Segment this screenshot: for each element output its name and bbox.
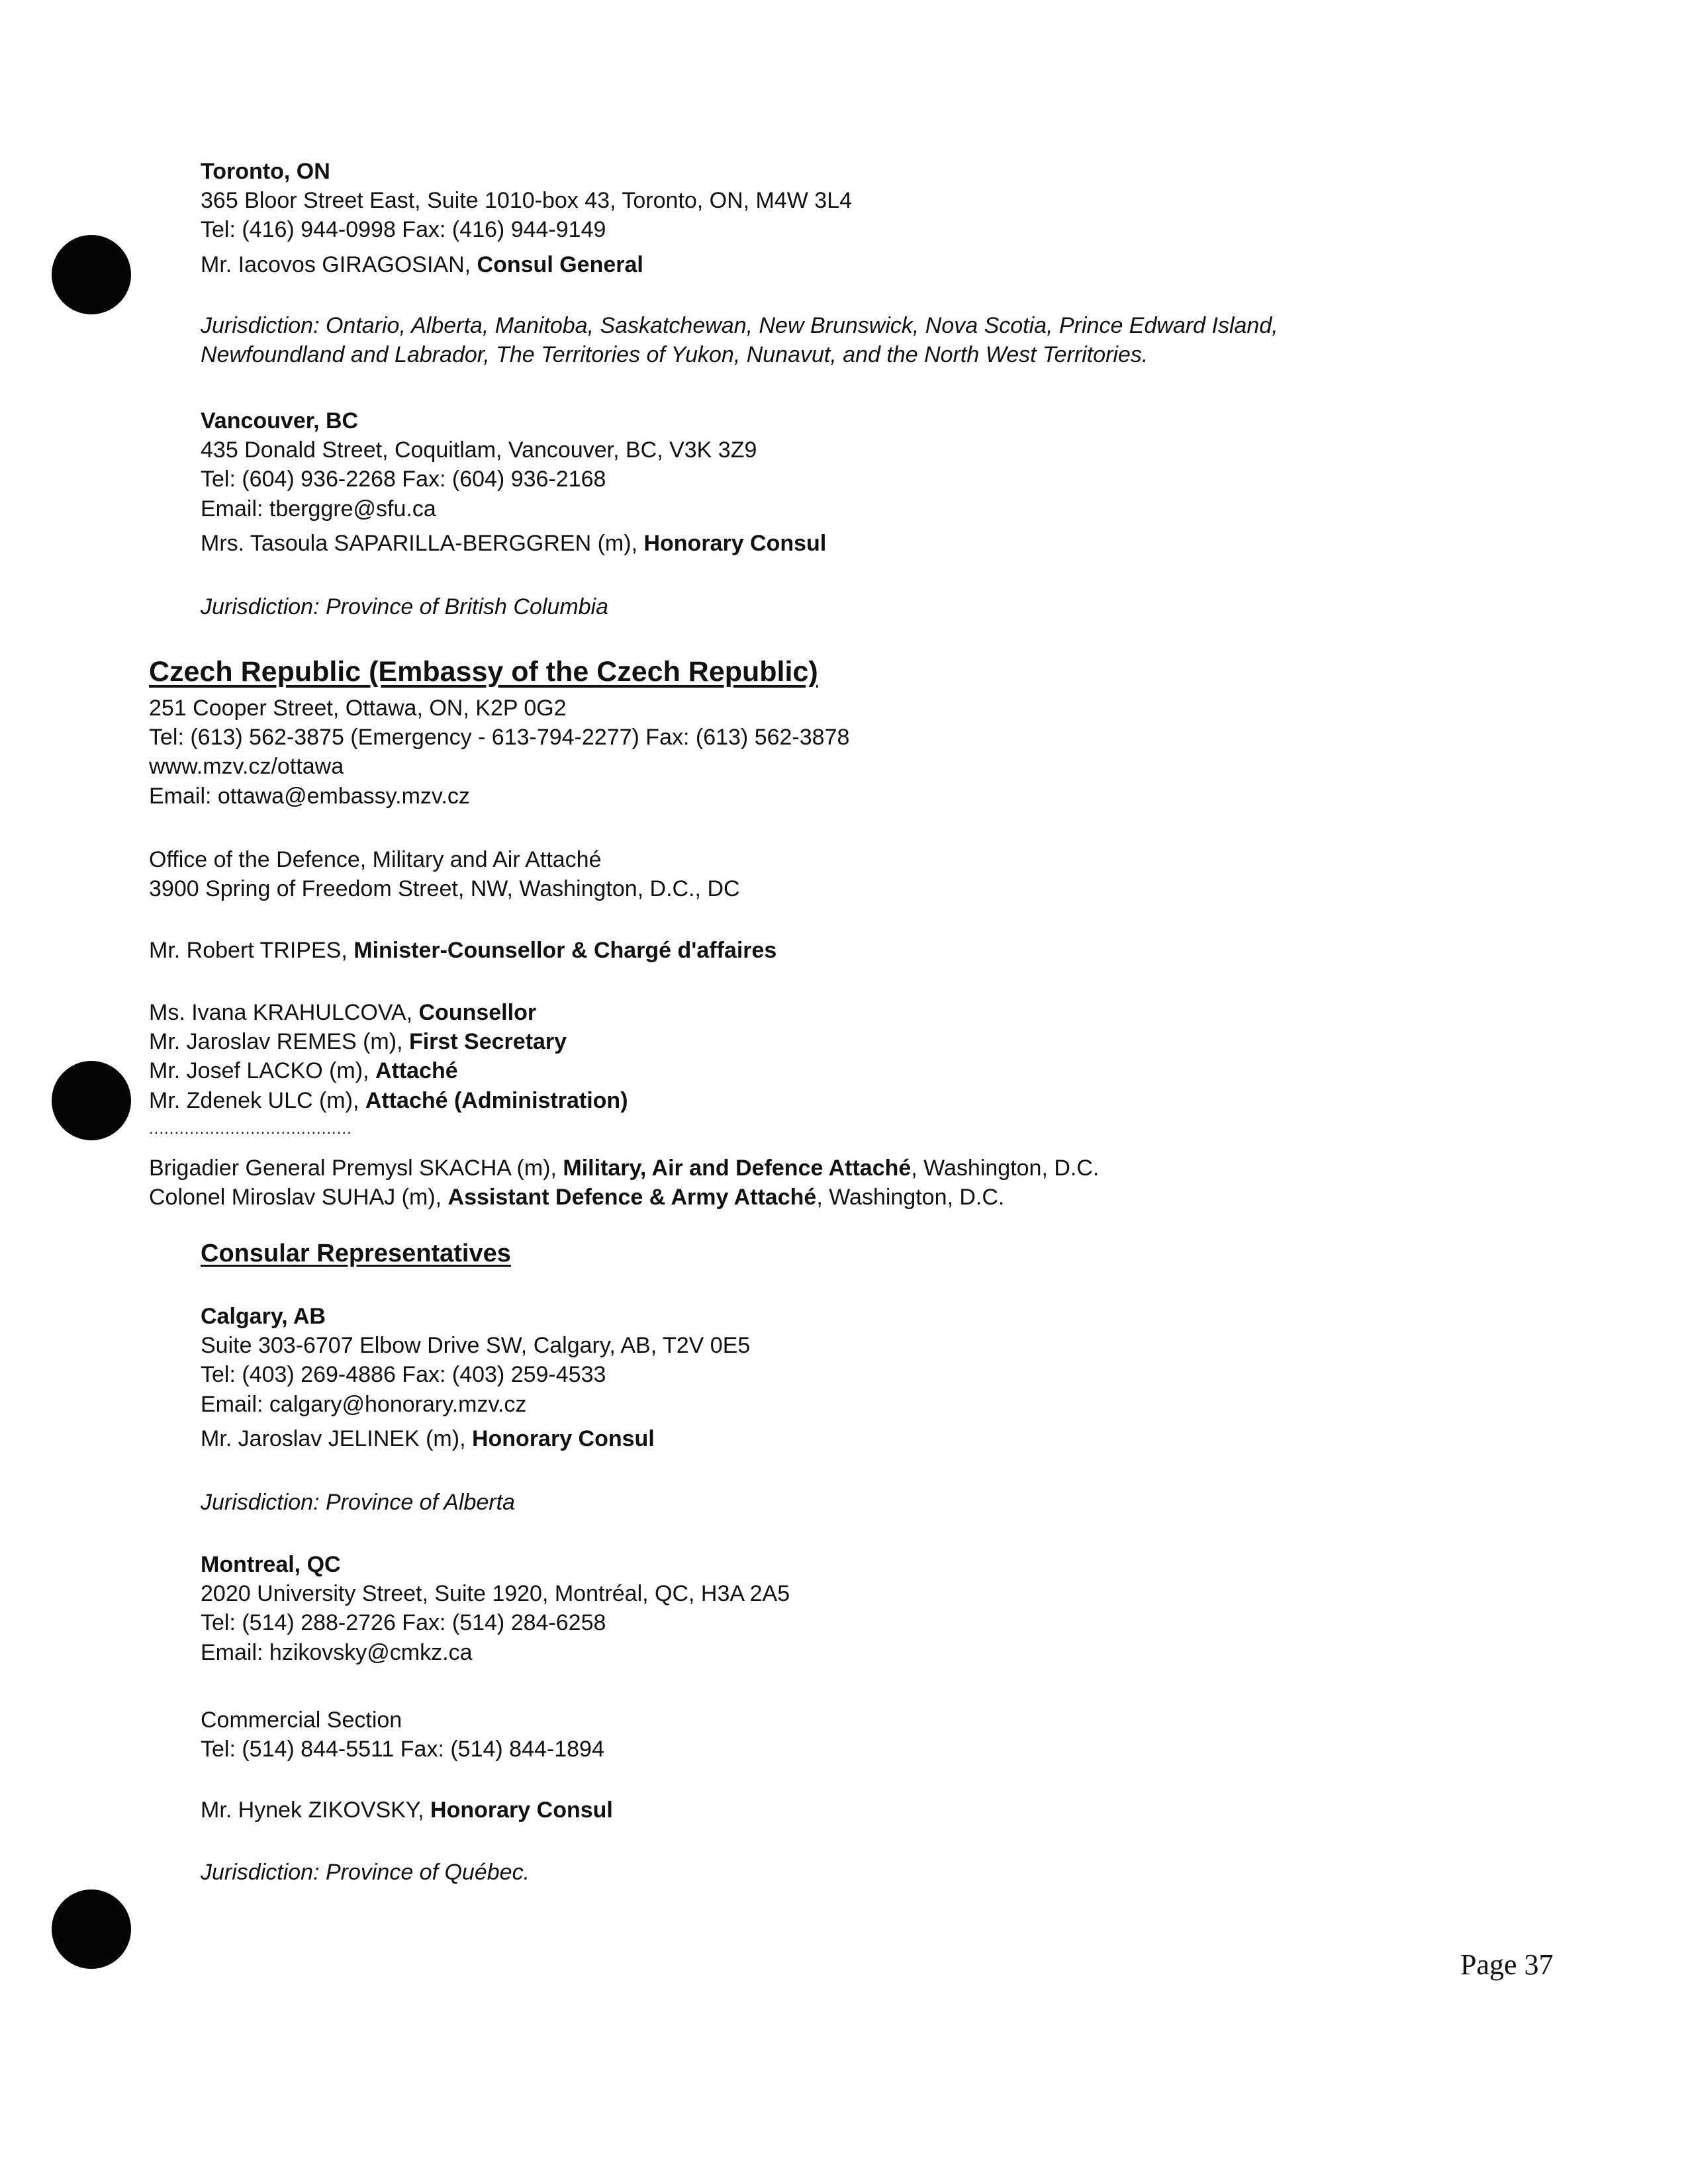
staff-name: Mr. Jaroslav REMES (m), [149, 1029, 409, 1055]
calgary-person-name: Mr. Jaroslav JELINEK (m), [201, 1426, 472, 1451]
calgary-person [201, 1424, 750, 1453]
staff-title: First Secretary [408, 1029, 567, 1055]
czech-military-list [149, 1154, 1099, 1212]
consular-heading: Consular Representatives [201, 1240, 511, 1267]
montreal-tel: Tel: (514) 288-2726 Fax: (514) 284-6258 [201, 1610, 606, 1636]
staff-title: Attaché (Administration) [365, 1087, 628, 1113]
czech-head-title: Minister-Counsellor & Chargé d'affaires [353, 938, 777, 963]
montreal-person-title: Honorary Consul [430, 1797, 613, 1823]
calgary-email: Email: calgary@honorary.mzv.cz [201, 1391, 527, 1417]
page-number: Page 37 [1460, 1948, 1554, 1981]
toronto-address: 365 Bloor Street East, Suite 1010-box 43, Toronto, ON, M4W 3L4 [201, 188, 853, 214]
czech-contact [149, 694, 849, 811]
military-name: Colonel Miroslav SUHAJ (m), [149, 1185, 448, 1210]
montreal-email: Email: hzikovsky@cmkz.ca [201, 1639, 473, 1665]
czech-head-name: Mr. Robert TRIPES, [149, 938, 354, 963]
toronto-city: Toronto, ON [201, 159, 330, 184]
czech-head-of-mission [149, 936, 776, 965]
czech-website: www.mzv.cz/ottawa [149, 754, 344, 780]
calgary-person-title: Honorary Consul [471, 1426, 655, 1451]
staff-title: Attaché [375, 1058, 458, 1084]
calgary-city: Calgary, AB [201, 1304, 326, 1329]
staff-row [149, 998, 628, 1027]
toronto-tel: Tel: (416) 944-0998 Fax: (416) 944-9149 [201, 217, 606, 243]
military-title: Assistant Defence & Army Attaché [447, 1185, 817, 1210]
vancouver-person [201, 529, 826, 558]
calgary-tel: Tel: (403) 269-4886 Fax: (403) 259-4533 [201, 1362, 606, 1388]
punch-hole-top [52, 235, 131, 314]
montreal-jurisdiction: Jurisdiction: Province of Québec. [201, 1860, 530, 1885]
vancouver-city: Vancouver, BC [201, 408, 359, 433]
toronto-jurisdiction-line-1: Jurisdiction: Ontario, Alberta, Manitoba, Saskatchewan, New Brunswick, Nova Scotia, Prince Edward Island, [201, 313, 1278, 338]
staff-name: Ms. Ivana KRAHULCOVA, [149, 1000, 419, 1025]
toronto-person [201, 250, 852, 279]
staff-row [149, 1056, 628, 1085]
czech-tel: Tel: (613) 562-3875 (Emergency - 613-794-2277) Fax: (613) 562-3878 [149, 725, 850, 751]
military-name: Brigadier General Premysl SKACHA (m), [149, 1156, 563, 1181]
calgary-block [201, 1302, 750, 1453]
military-suffix: , Washington, D.C. [911, 1156, 1100, 1181]
vancouver-person-name: Mrs. Tasoula SAPARILLA-BERGGREN (m), [201, 530, 644, 556]
punch-hole-middle [52, 1061, 131, 1140]
calgary-jurisdiction: Jurisdiction: Province of Alberta [201, 1490, 515, 1515]
montreal-address: 2020 University Street, Suite 1920, Montréal, QC, H3A 2A5 [201, 1581, 790, 1607]
staff-name: Mr. Zdenek ULC (m), [149, 1087, 365, 1113]
czech-email: Email: ottawa@embassy.mzv.cz [149, 783, 470, 809]
czech-address: 251 Cooper Street, Ottawa, ON, K2P 0G2 [149, 696, 567, 721]
military-suffix: , Washington, D.C. [816, 1185, 1005, 1210]
calgary-address: Suite 303-6707 Elbow Drive SW, Calgary, AB, T2V 0E5 [201, 1333, 751, 1359]
montreal-person-name: Mr. Hynek ZIKOVSKY, [201, 1797, 431, 1823]
vancouver-person-title: Honorary Consul [643, 530, 827, 556]
staff-row [149, 1086, 628, 1115]
toronto-jurisdiction-line-2: Newfoundland and Labrador, The Territories of Yukon, Nunavut, and the North West Territories. [201, 342, 1149, 368]
vancouver-jurisdiction: Jurisdiction: Province of British Columbia [201, 594, 609, 619]
vancouver-tel: Tel: (604) 936-2268 Fax: (604) 936-2168 [201, 467, 606, 492]
toronto-person-title: Consul General [477, 251, 643, 277]
czech-office-line-1: Office of the Defence, Military and Air Attaché [149, 847, 602, 872]
vancouver-block [201, 406, 826, 558]
toronto-person-name: Mr. Iacovos GIRAGOSIAN, [201, 251, 477, 277]
czech-heading: Czech Republic (Embassy of the Czech Republic) [149, 656, 818, 688]
montreal-person [201, 1796, 613, 1825]
vancouver-address: 435 Donald Street, Coquitlam, Vancouver, BC, V3K 3Z9 [201, 437, 757, 463]
staff-name: Mr. Josef LACKO (m), [149, 1058, 375, 1084]
dotted-separator: ........................................ [149, 1120, 352, 1138]
military-title: Military, Air and Defence Attaché [563, 1156, 912, 1181]
toronto-jurisdiction [201, 311, 1278, 369]
vancouver-email: Email: tberggre@sfu.ca [201, 496, 436, 522]
commercial-tel: Tel: (514) 844-5511 Fax: (514) 844-1894 [201, 1737, 604, 1762]
czech-office-line-2: 3900 Spring of Freedom Street, NW, Washington, D.C., DC [149, 876, 740, 902]
punch-hole-bottom [52, 1889, 131, 1969]
montreal-block [201, 1550, 790, 1667]
montreal-commercial-section [201, 1706, 604, 1764]
montreal-city: Montreal, QC [201, 1552, 341, 1577]
military-row [149, 1154, 1099, 1183]
toronto-block [201, 157, 852, 279]
czech-defence-office [149, 845, 740, 903]
staff-row [149, 1027, 628, 1056]
czech-staff-list [149, 998, 628, 1115]
commercial-label: Commercial Section [201, 1707, 402, 1733]
military-row [149, 1183, 1099, 1212]
staff-title: Counsellor [418, 1000, 537, 1025]
